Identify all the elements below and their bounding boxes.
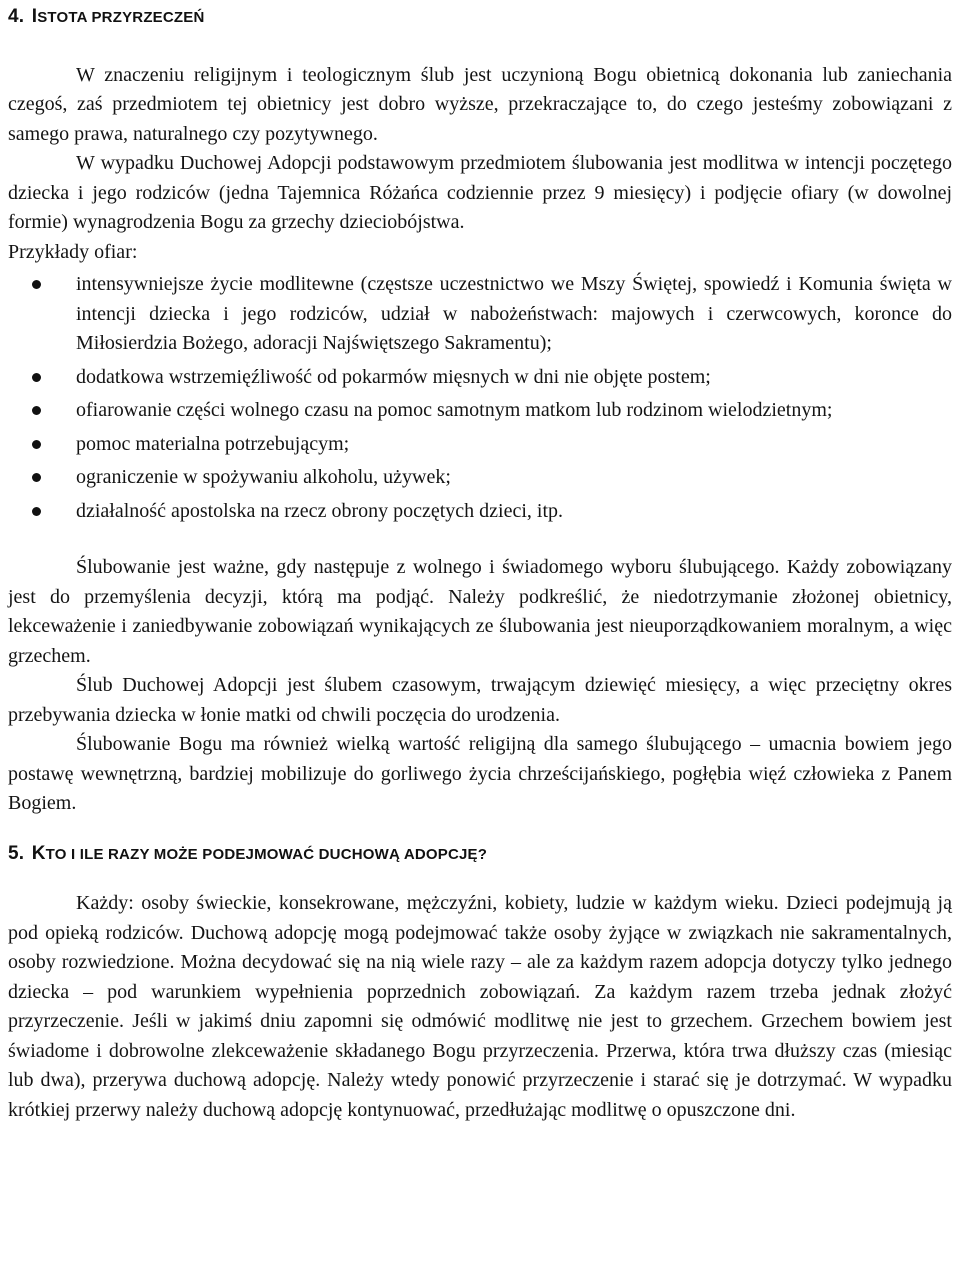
paragraph: Ślub Duchowej Adopcji jest ślubem czasowym, trwającym dziewięć miesięcy, a więc przeciętny okres przebywania dziecka w łonie matki od chwili poczęcia do urodzenia. — [8, 674, 952, 726]
paragraph: Ślubowanie jest ważne, gdy następuje z wolnego i świadomego wyboru ślubującego. Każdy zobowiązany jest do przemyślenia decyzji, którą ma podjąć. Należy podkreślić, że niedotrzymanie złożonej obietnicy, lekceważenie i zaniedbywanie zobowiązań wynikających ze ślubowania jest nieuporządkowaniem moralnym, a więc grzechem. — [8, 556, 952, 667]
bullet-icon — [32, 507, 41, 516]
examples-label: Przykłady ofiar: — [8, 240, 138, 263]
paragraph: W znaczeniu religijnym i teologicznym ślub jest uczynioną Bogu obietnicą dokonania lub zaniechania czegoś, zaś przedmiotem tej obietnicy jest dobro wyższe, przekraczające to, do czego jesteśmy zobowiązani z samego prawa, naturalnego czy pozytywnego. — [8, 63, 952, 145]
list-item — [8, 363, 952, 393]
bullet-icon — [32, 473, 41, 482]
paragraph: Ślubowanie Bogu ma również wielką wartość religijną dla samego ślubującego – umacnia bowiem jego postawę wewnętrzną, bardziej mobilizuje do gorliwego życia chrześcijańskiego, pogłębia więź człowieka z Panem Bogiem. — [8, 733, 952, 814]
list-item-text: działalność apostolska na rzecz obrony poczętych dzieci, itp. — [76, 499, 564, 522]
section-title-initial: I — [31, 6, 38, 27]
paragraph: W wypadku Duchowej Adopcji podstawowym przedmiotem ślubowania jest modlitwa w intencji poczętego dziecka i jego rodziców (jedna Tajemnica Różańca codziennie przez 9 miesięcy) i podjęcie ofiary (w dowolnej formie) wynagrodzenia Bogu za grzechy dzieciobójstwa. — [8, 152, 952, 233]
bullet-icon — [32, 440, 41, 449]
list-item-text: intensywniejsze życie modlitewne (częstsze uczestnictwo we Mszy Świętej, spowiedź i Komunia święta w intencji dziecka i jego rodziców, udział w nabożeństwach: majowych i czerwcowych, koronce do Miłosierdzia Bożego, adoracji Najświętszego Sakramentu); — [76, 273, 952, 354]
paragraph: Każdy: osoby świeckie, konsekrowane, mężczyźni, kobiety, ludzie w każdym wieku. Dzieci podejmują ją pod opieką rodziców. Duchową adopcję mogą podejmować także osoby żyjące w związkach nie sakramentalnych, osoby rozwiedzione. Można decydować się na nią wiele razy – ale za każdym razem adopcja dotyczy tylko jednego dziecka – pod warunkiem wypełnienia poprzednich zobowiązań. Za każdym razem trzeba jednak złożyć przyrzeczenie. Jeśli w jakimś dniu zapomni się odmówić modlitwę nie jest to grzechem. Grzechem bowiem jest świadome i dobrowolne zlekceważenie składanego Bogu przyrzeczenia. Przerwa, która trwa dłuższy czas (miesiąc lub dwa), przerywa duchową adopcję. Należy wtedy ponowić przyrzeczenie i starać się je dotrzymać. W wypadku krótkiej przerwy należy duchową adopcję kontynuować, przedłużając modlitwę o opuszczone dni. — [8, 892, 952, 1121]
examples-list — [8, 270, 952, 526]
list-item — [8, 430, 952, 460]
section-title-rest: STOTA PRZYRZECZEŃ — [37, 9, 205, 26]
section-heading-5 — [8, 839, 952, 870]
list-item — [8, 270, 952, 359]
list-item — [8, 396, 952, 426]
bullet-icon — [32, 280, 41, 289]
list-item-text: dodatkowa wstrzemięźliwość od pokarmów mięsnych w dni nie objęte postem; — [76, 365, 711, 388]
bullet-icon — [32, 406, 41, 415]
section-heading-4 — [8, 0, 952, 33]
section-title-rest: TO I ILE RAZY MOŻE PODEJMOWAĆ DUCHOWĄ ADOPCJĘ? — [45, 845, 488, 863]
list-item-text: pomoc materialna potrzebującym; — [76, 432, 350, 455]
list-item — [8, 463, 952, 493]
list-item-text: ograniczenie w spożywaniu alkoholu, używek; — [76, 466, 451, 488]
section-number: 5. — [8, 842, 25, 864]
section-number: 4. — [8, 6, 25, 27]
list-item-text: ofiarowanie części wolnego czasu na pomoc samotnym matkom lub rodzinom wielodzietnym; — [76, 399, 833, 421]
bullet-icon — [32, 373, 41, 382]
list-item — [8, 497, 952, 527]
section-title-initial: K — [31, 842, 46, 864]
